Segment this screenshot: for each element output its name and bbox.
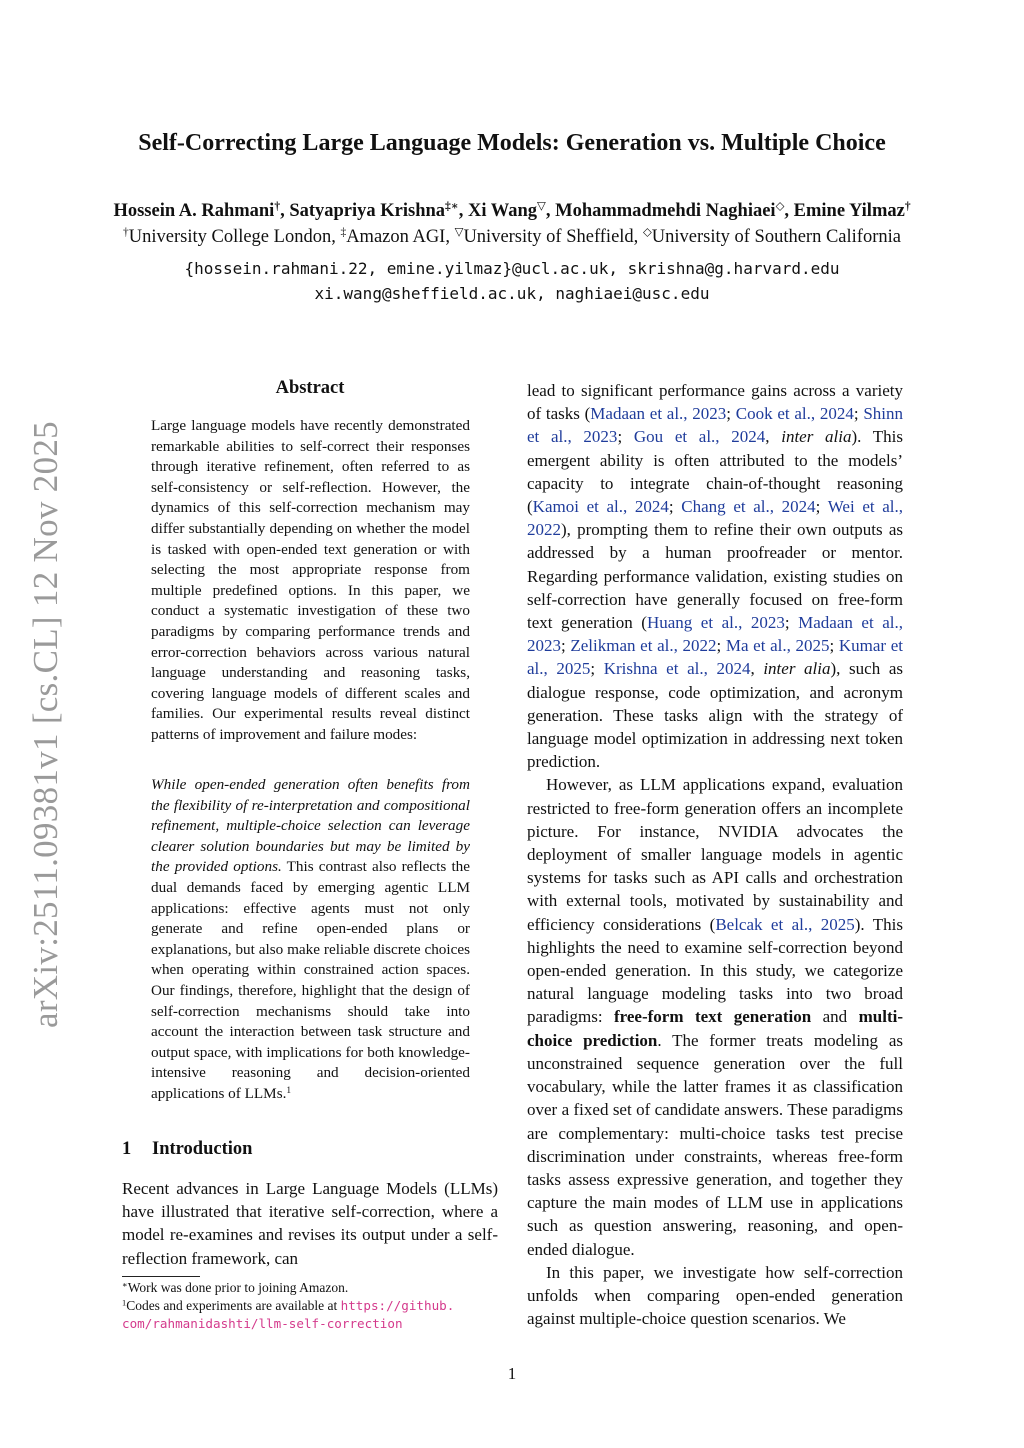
code-link[interactable]: com/rahmanidashti/llm-self-correction	[122, 1316, 403, 1331]
email-line: {hossein.rahmani.22, emine.yilmaz}@ucl.ac.uk, skrishna@g.harvard.edu	[184, 259, 840, 278]
code-link[interactable]: https://github.	[340, 1298, 455, 1313]
separator: ;	[590, 659, 604, 679]
author-name: Xi Wang	[467, 201, 538, 221]
affiliation-mark: ▽	[454, 226, 464, 239]
body-text: However, as LLM applications expand, evaluation restricted to free-form generation offers an incomplete picture. For instance, NVIDIA advocates the deployment of smaller language models in agentic systems for tasks such as API calls and orchestration with external tools, motivated by sustainability and efficiency considerations (	[527, 775, 903, 934]
separator: ;	[716, 636, 726, 656]
body-text: lead to significant performance gains across a variety of tasks (	[527, 381, 903, 424]
separator: ;	[829, 636, 839, 656]
footnote	[122, 1297, 522, 1333]
affiliation-list	[0, 227, 1024, 248]
citation-link[interactable]: Madaan et al., 2023	[590, 404, 727, 424]
section-title: Introduction	[152, 1139, 253, 1159]
citation-link[interactable]: Gou et al., 2024	[633, 427, 766, 447]
separator: ;	[853, 404, 864, 424]
footnote-marker: 1	[122, 1298, 127, 1308]
citation-link[interactable]: Zelikman et al., 2022	[570, 636, 717, 656]
footnote-text: Codes and experiments are available at	[126, 1298, 341, 1313]
author-name: Satyapriya Krishna	[289, 201, 446, 221]
intro-paragraph	[527, 773, 903, 1260]
abstract-paragraph-findings	[151, 775, 470, 1105]
separator: ;	[668, 497, 682, 517]
page-number: 1	[507, 1364, 517, 1383]
citation-link[interactable]: Ma et al., 2025	[725, 636, 830, 656]
abstract-paragraph: Large language models have recently demonstrated remarkable abilities to self-correct their responses through iterative refinement, often referred to as self-consistency or self-reflection. However, the dynamics of this self-correction mechanism may differ substantially depending on whether the model is tasked with open-ended text generation or with selecting the most appropriate response from multiple predefined options. In this paper, we conduct a systematic investigation of these two paradigms by comparing performance trends and error-correction behaviors across various natural language understanding and reasoning tasks, covering language models of different scales and families. Our experimental results reveal distinct patterns of improvement and failure modes:	[151, 417, 470, 743]
affiliation-name: University of Sheffield,	[463, 227, 639, 247]
author-name: Hossein A. Rahmani	[113, 201, 275, 221]
body-text: ), such as dialogue response, code optimization, and acronym generation. These tasks align with the strategy of language model optimization in addressing next token prediction.	[527, 659, 903, 772]
body-text: ). This highlights the need to examine self-correction beyond open-ended generation. In this study, we categorize natural language modeling tasks into two broad paradigms:	[527, 914, 903, 1027]
abstract-heading: Abstract	[275, 378, 345, 398]
citation-link[interactable]: Huang et al., 2023	[646, 613, 785, 633]
author-list: Hossein A. Rahmani†, Satyapriya Krishna‡∗, Xi Wang▽, Mohammadmehdi Naghiaei◇, Emine Yilmaz†	[113, 200, 911, 221]
body-text: . The former treats modeling as unconstrained sequence generation over the full vocabulary, while the latter frames it as classification over a fixed set of candidate answers. These paradigms are complementary: multi-choice tasks test precise discrimination under constraints, whereas free-form tasks assess expressive generation, and together they capture the main modes of LLM use in applications such as question answering, reasoning, and open-ended dialogue.	[527, 1030, 903, 1259]
affiliation-mark: ◇	[642, 226, 652, 239]
paper-title: Self-Correcting Large Language Models: Generation vs. Multiple Choice	[138, 130, 886, 156]
author-affiliation-mark: †	[274, 200, 281, 213]
author-name: Emine Yilmaz	[793, 201, 905, 221]
citation-link[interactable]: Shinn et al., 2023	[527, 404, 903, 447]
email-block	[0, 256, 1024, 306]
intro-paragraph	[527, 379, 903, 773]
italic-phrase: inter alia	[781, 427, 852, 447]
section-heading-introduction	[122, 1139, 252, 1160]
author-affiliation-mark: ◇	[775, 200, 785, 213]
section-number: 1	[122, 1139, 132, 1159]
bold-term: multi-choice prediction	[527, 1007, 903, 1050]
bold-term: free-form text generation	[613, 1007, 812, 1027]
footnote-marker: 1	[286, 1085, 292, 1096]
footnote-marker: ∗	[122, 1280, 128, 1290]
body-text: and	[811, 1007, 859, 1027]
citation-link[interactable]: Belcak et al., 2025	[715, 914, 855, 934]
citation-link[interactable]: Wei et al., 2022	[527, 497, 903, 540]
right-column	[527, 379, 903, 1330]
citation-link[interactable]: Krishna et al., 2024	[603, 659, 751, 679]
citation-link[interactable]: Kumar et al., 2025	[527, 636, 903, 679]
separator: ,	[765, 427, 782, 447]
footnote-divider	[122, 1276, 200, 1277]
separator: ;	[784, 613, 799, 633]
separator: ;	[815, 497, 828, 517]
abstract-italic-claim: While open-ended generation often benefits from the flexibility of re-interpretation and compositional refinement, multiple-choice selection can leverage clearer solution boundaries but may be limited by the provided options.	[151, 776, 470, 876]
author-affiliation-mark: ▽	[537, 200, 546, 213]
citation-link[interactable]: Cook et al., 2024	[735, 404, 854, 424]
separator: ;	[561, 636, 571, 656]
author-name: Mohammadmehdi Naghiaei	[555, 201, 776, 221]
author-affiliation-mark: ‡∗	[445, 200, 459, 213]
arxiv-identifier-stamp: arXiv:2511.09381v1 [cs.CL] 12 Nov 2025	[26, 421, 65, 1028]
abstract-text: This contrast also reflects the dual demands faced by emerging agentic LLM applications: effective agents must not only generate and refine open-ended plans or explanations, but also make reliable discrete choices when operating within constrained action spaces. Our findings, therefore, highlight that the design of self-correction mechanisms should take into account the interaction between task structure and output space, with implications for both knowledge-intensive reasoning and decision-oriented applications of LLMs.	[151, 858, 470, 1102]
affiliation-mark: ‡	[340, 226, 347, 239]
affiliation-name: University of Southern California	[651, 227, 901, 247]
footnote-text: Work was done prior to joining Amazon.	[127, 1280, 349, 1295]
affiliation-mark: †	[123, 226, 129, 239]
intro-paragraph: In this paper, we investigate how self-correction unfolds when comparing open-ended generation against multiple-choice question scenarios. We	[527, 1262, 903, 1329]
separator: ,	[750, 659, 764, 679]
footnote	[122, 1279, 522, 1297]
separator: ;	[617, 427, 634, 447]
citation-link[interactable]: Chang et al., 2024	[681, 497, 816, 517]
citation-link[interactable]: Madaan et al., 2023	[527, 613, 903, 656]
separator: ;	[726, 404, 736, 424]
italic-phrase: inter alia	[763, 659, 831, 679]
email-line: xi.wang@sheffield.ac.uk, naghiaei@usc.edu	[314, 284, 710, 303]
intro-paragraph: Recent advances in Large Language Models (LLMs) have illustrated that iterative self-correction, where a model re-examines and revises its output under a self-reflection framework, can	[122, 1179, 498, 1268]
affiliation-name: University College London,	[128, 227, 336, 247]
body-text: ), prompting them to refine their own outputs as addressed by a human proofreader or mentor. Regarding performance validation, existing studies on self-correction have generally focused on free-form text generation (	[527, 520, 903, 633]
body-text: ). This emergent ability is often attributed to the models’ capacity to integrate chain-of-thought reasoning (	[527, 427, 903, 517]
author-affiliation-mark: †	[904, 200, 911, 213]
citation-link[interactable]: Kamoi et al., 2024	[532, 497, 669, 517]
affiliation-name: Amazon AGI,	[346, 227, 450, 247]
